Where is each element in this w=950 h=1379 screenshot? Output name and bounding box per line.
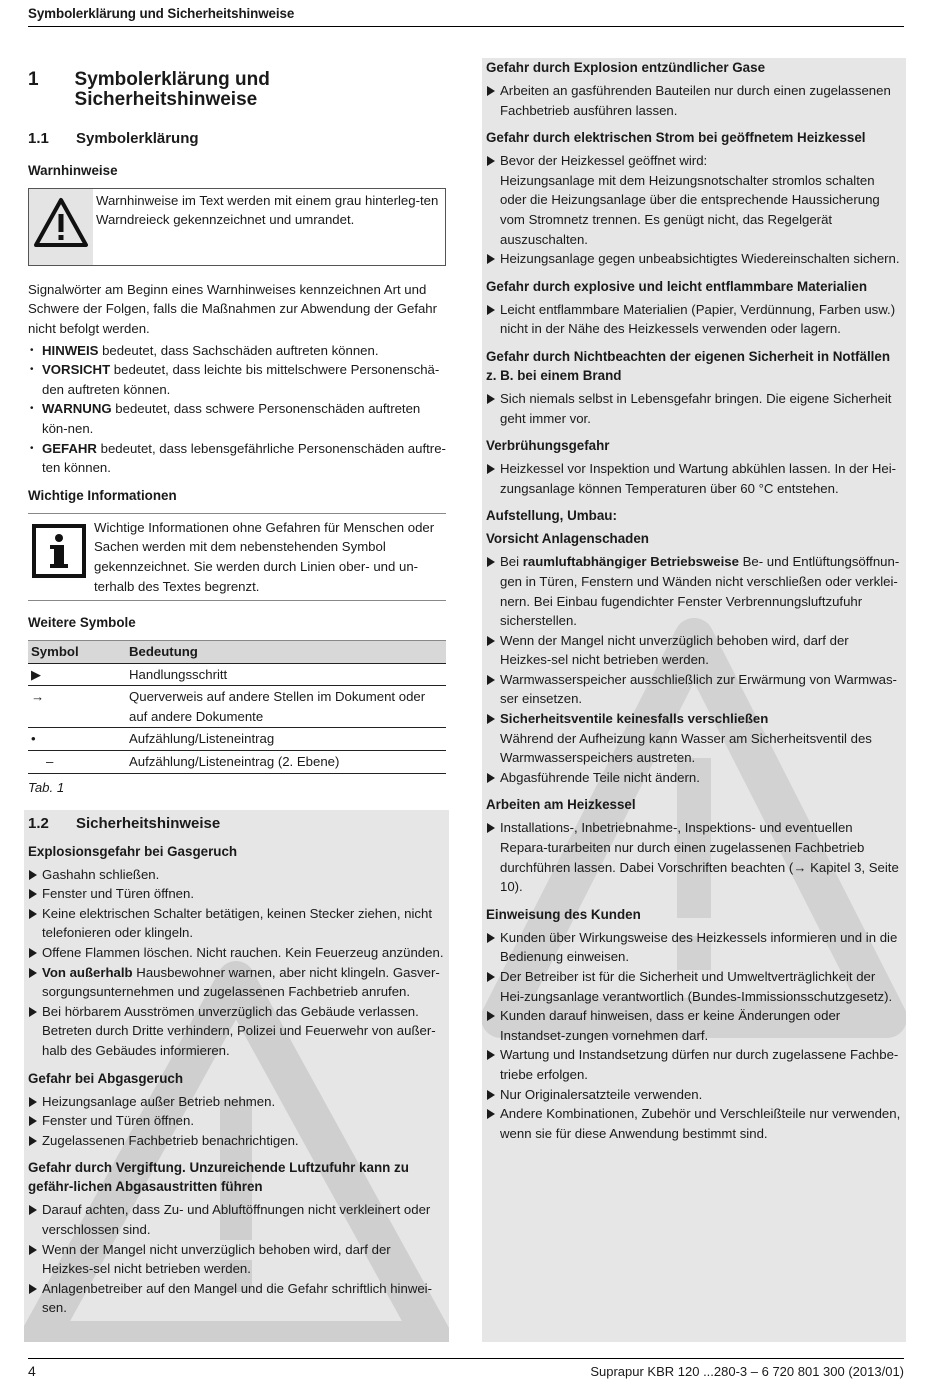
table-row [28, 686, 446, 728]
document-reference: Suprapur KBR 120 ...280-3 – 6 720 801 300 (2013/01) [590, 1364, 904, 1379]
list-item [28, 439, 446, 478]
action-step: Bei raumluftabhängiger Betriebsweise Be- und Entlüftungsöffnun-gen in Türen, Fenstern und Wänden nicht verschließen oder verklei-nern. Bei Einbau fugendichter Fenster Verbrennungsluftzufuhr sicherstellen. [486, 552, 902, 630]
action-step: Kunden über Wirkungsweise des Heizkessels informieren und in die Bedienung einweisen. [486, 928, 902, 967]
list-item [28, 341, 446, 361]
action-step: Andere Kombinationen, Zubehör und Verschleißteile nur verwenden, wenn sie für diese Anwendung bestimmt sind. [486, 1104, 902, 1143]
column-header-meaning: Bedeutung [126, 641, 446, 664]
section-number: 1 [28, 69, 39, 90]
section-number: 1.2 [28, 815, 49, 832]
page-number: 4 [28, 1363, 36, 1379]
symbols-table [28, 640, 446, 774]
action-step: Wartung und Instandsetzung dürfen nur durch zugelassene Fachbe-triebe erfolgen. [486, 1045, 902, 1084]
safety-heading: Vorsicht Anlagenschaden [486, 531, 649, 547]
safety-heading: Gefahr durch Nichtbeachten der eigenen Sicherheit in Notfällen z. B. bei einem Brand [486, 348, 891, 383]
action-steps-list [486, 818, 902, 896]
action-steps-list [486, 389, 902, 428]
action-step: Installations-, Inbetriebnahme-, Inspektions- und eventuellen Repara-turarbeiten nur durch einen zugelassenen Fachbetrieb durchführen lassen. Dabei Vorschriften beachten (→ Kapitel 3, Seite 10). [486, 818, 902, 896]
action-step: Offene Flammen löschen. Nicht rauchen. Kein Feuerzeug anzünden. [28, 943, 445, 963]
table-header-row [28, 641, 446, 664]
section-title: Sicherheitshinweise [76, 815, 221, 832]
safety-heading: Einweisung des Kunden [486, 906, 641, 922]
table-row [28, 728, 446, 751]
action-step: Bevor der Heizkessel geöffnet wird: Heizungsanlage mit dem Heizungsnotschalter stromlos schalten oder die Heizungsanlage über die entsprechende Haussicherung vom Stromnetz trennen. Es genügt nicht, das Regelgerät auszuschalten. [486, 151, 902, 249]
info-box-text: Wichtige Informationen ohne Gefahren für Menschen oder Sachen werden mit dem nebenstehenden Symbol gekennzeichnet. Sie werden durch Linien ober- und un-terhalb des Textes begrenzt. [94, 519, 435, 594]
meaning-cell: Aufzählung/Listeneintrag [126, 728, 446, 751]
action-step: Darauf achten, dass Zu- und Abluftöffnungen nicht verkleinert oder verschlossen sind. [28, 1200, 445, 1239]
signal-word-description: bedeutet, dass lebensgefährliche Personenschäden auftre-ten können. [42, 440, 446, 476]
action-steps-list [28, 1092, 445, 1151]
signal-words-intro: Signalwörter am Beginn eines Warnhinweises kennzeichnen Art und Schwere der Folgen, falls die Maßnahmen zur Abwendung der Gefahr nicht befolgt werden. [28, 281, 438, 336]
safety-heading: Gefahr bei Abgasgeruch [28, 1070, 184, 1086]
action-step: Sicherheitsventile keinesfalls verschließen Während der Aufheizung kann Wasser am Sicherheitsventil des Warmwasserspeichers austreten. [486, 709, 902, 768]
warning-box-text: Warnhinweise im Text werden mit einem grau hinterleg-ten Warndreieck gekennzeichnet und umrandet. [96, 192, 439, 228]
info-icon [28, 518, 94, 596]
safety-heading: Gefahr durch elektrischen Strom bei geöffnetem Heizkessel [486, 130, 866, 146]
action-step: Fenster und Türen öffnen. [28, 1111, 445, 1131]
signal-word: GEFAHR [42, 440, 97, 456]
header-title: Symbolerklärung und Sicherheitshinweise [28, 6, 295, 21]
safety-notes-box-left [24, 810, 449, 1342]
section-title: Symbolerklärung und Sicherheitshinweise [74, 69, 270, 110]
safety-heading: Explosionsgefahr bei Gasgeruch [28, 843, 238, 859]
action-step: Der Betreiber ist für die Sicherheit und Umweltverträglichkeit der Hei-zungsanlage verantwortlich (Bundes-Immissionsschutzgesetz). [486, 967, 902, 1006]
section-1-2-heading [28, 814, 445, 834]
table-row [28, 663, 446, 686]
safety-heading: Aufstellung, Umbau: [486, 508, 617, 524]
action-step: Heizungsanlage außer Betrieb nehmen. [28, 1092, 445, 1112]
signal-word-description: bedeutet, dass schwere Personenschäden auftreten kön-nen. [42, 401, 421, 436]
action-step: Leicht entflammbare Materialien (Papier, Verdünnung, Farben usw.) nicht in der Nähe des Heizkessels verwenden oder lagern. [486, 300, 902, 339]
warnings-heading: Warnhinweise [28, 162, 118, 178]
list-item [28, 360, 446, 399]
warning-triangle-icon [29, 189, 93, 265]
info-example-box [28, 513, 446, 601]
action-step: Keine elektrischen Schalter betätigen, keinen Stecker ziehen, nicht telefonieren oder klingeln. [28, 904, 445, 943]
signal-word: VORSICHT [42, 362, 111, 378]
table-row [28, 751, 446, 774]
meaning-cell: Handlungsschritt [126, 663, 446, 686]
meaning-cell: Aufzählung/Listeneintrag (2. Ebene) [126, 751, 446, 774]
table-caption: Tab. 1 [28, 779, 65, 795]
action-step: Kunden darauf hinweisen, dass er keine Änderungen oder Instandset-zungen vornehmen darf. [486, 1006, 902, 1045]
important-info-heading: Wichtige Informationen [28, 487, 177, 503]
action-step: Fenster und Türen öffnen. [28, 884, 445, 904]
emphasis: raumluftabhängiger Betriebsweise [522, 554, 739, 570]
column-header-symbol: Symbol [28, 641, 126, 664]
left-safety-sections [28, 842, 445, 1318]
action-step: Heizkessel vor Inspektion und Wartung abkühlen lassen. In der Hei-zungsanlage können Temperaturen über 60 °C entstehen. [486, 459, 902, 498]
emphasis: Sicherheitsventile keinesfalls verschließen [500, 711, 769, 727]
safety-heading: Gefahr durch Vergiftung. Unzureichende Luftzufuhr kann zu gefähr-lichen Abgasaustritten führen [28, 1160, 409, 1195]
section-title: Symbolerklärung [76, 130, 199, 148]
action-step: Wenn der Mangel nicht unverzüglich behoben wird, darf der Heizkes-sel nicht betrieben werden. [28, 1240, 445, 1279]
symbol-cell: → [28, 686, 126, 728]
symbol-cell: ▶ [28, 663, 126, 686]
action-steps-list [486, 151, 902, 269]
action-step: Wenn der Mangel nicht unverzüglich behoben wird, darf der Heizkes-sel nicht betrieben werden. [486, 631, 902, 670]
emphasis: Von außerhalb [42, 964, 133, 980]
action-step: Anlagenbetreiber auf den Mangel und die Gefahr schriftlich hinwei-sen. [28, 1279, 445, 1318]
footer-divider [28, 1358, 904, 1359]
left-column [28, 70, 446, 797]
action-step: Bei hörbarem Ausströmen unverzüglich das Gebäude verlassen. Betreten durch Dritte verhindern, Polizei und Feuerwehr von außer-halb des Gebäudes informieren. [28, 1002, 445, 1061]
signal-words-list [28, 341, 446, 478]
action-step: Warmwasserspeicher ausschließlich zur Erwärmung von Warmwas-ser einsetzen. [486, 670, 902, 709]
safety-heading: Arbeiten am Heizkessel [486, 797, 636, 813]
action-steps-list [486, 459, 902, 498]
warning-example-box [28, 188, 446, 266]
section-1-heading [28, 70, 446, 109]
right-safety-sections [486, 58, 902, 1143]
symbol-cell: – [28, 751, 126, 774]
signal-word: HINWEIS [42, 342, 99, 358]
action-step: Heizungsanlage gegen unbeabsichtigtes Wiedereinschalten sichern. [486, 249, 902, 269]
action-steps-list [486, 552, 902, 787]
action-steps-list [28, 1200, 445, 1318]
safety-heading: Gefahr durch explosive und leicht entflammbare Materialien [486, 278, 867, 294]
symbol-cell: • [28, 728, 126, 751]
header-divider [28, 26, 904, 27]
further-symbols-heading: Weitere Symbole [28, 615, 136, 631]
section-number: 1.1 [28, 130, 49, 148]
safety-notes-box-right [482, 58, 906, 1342]
action-step: Nur Originalersatzteile verwenden. [486, 1085, 902, 1105]
action-step: Arbeiten an gasführenden Bauteilen nur durch einen zugelassenen Fachbetrieb ausführen lassen. [486, 81, 902, 120]
meaning-cell: Querverweis auf andere Stellen im Dokument oder auf andere Dokumente [126, 686, 446, 728]
safety-heading: Gefahr durch Explosion entzündlicher Gase [486, 60, 766, 75]
action-steps-list [486, 300, 902, 339]
action-step: Gashahn schließen. [28, 865, 445, 885]
action-step: Sich niemals selbst in Lebensgefahr bringen. Die eigene Sicherheit geht immer vor. [486, 389, 902, 428]
signal-word-description: bedeutet, dass Sachschäden auftreten können. [98, 342, 379, 358]
action-step: Abgasführende Teile nicht ändern. [486, 768, 902, 788]
safety-heading: Verbrühungsgefahr [486, 438, 610, 454]
signal-word-description: bedeutet, dass leichte bis mittelschwere Personenschä-den auftreten können. [42, 362, 440, 397]
action-step: Von außerhalb Hausbewohner warnen, aber nicht klingeln. Gasver-sorgungsunternehmen und zugelassenen Fachbetrieb anrufen. [28, 963, 445, 1002]
section-1-1-heading [28, 129, 446, 149]
action-steps-list [486, 928, 902, 1144]
action-steps-list [486, 81, 902, 120]
signal-word: WARNUNG [42, 401, 112, 417]
list-item [28, 399, 446, 438]
action-steps-list [28, 865, 445, 1061]
action-step: Zugelassenen Fachbetrieb benachrichtigen. [28, 1131, 445, 1151]
